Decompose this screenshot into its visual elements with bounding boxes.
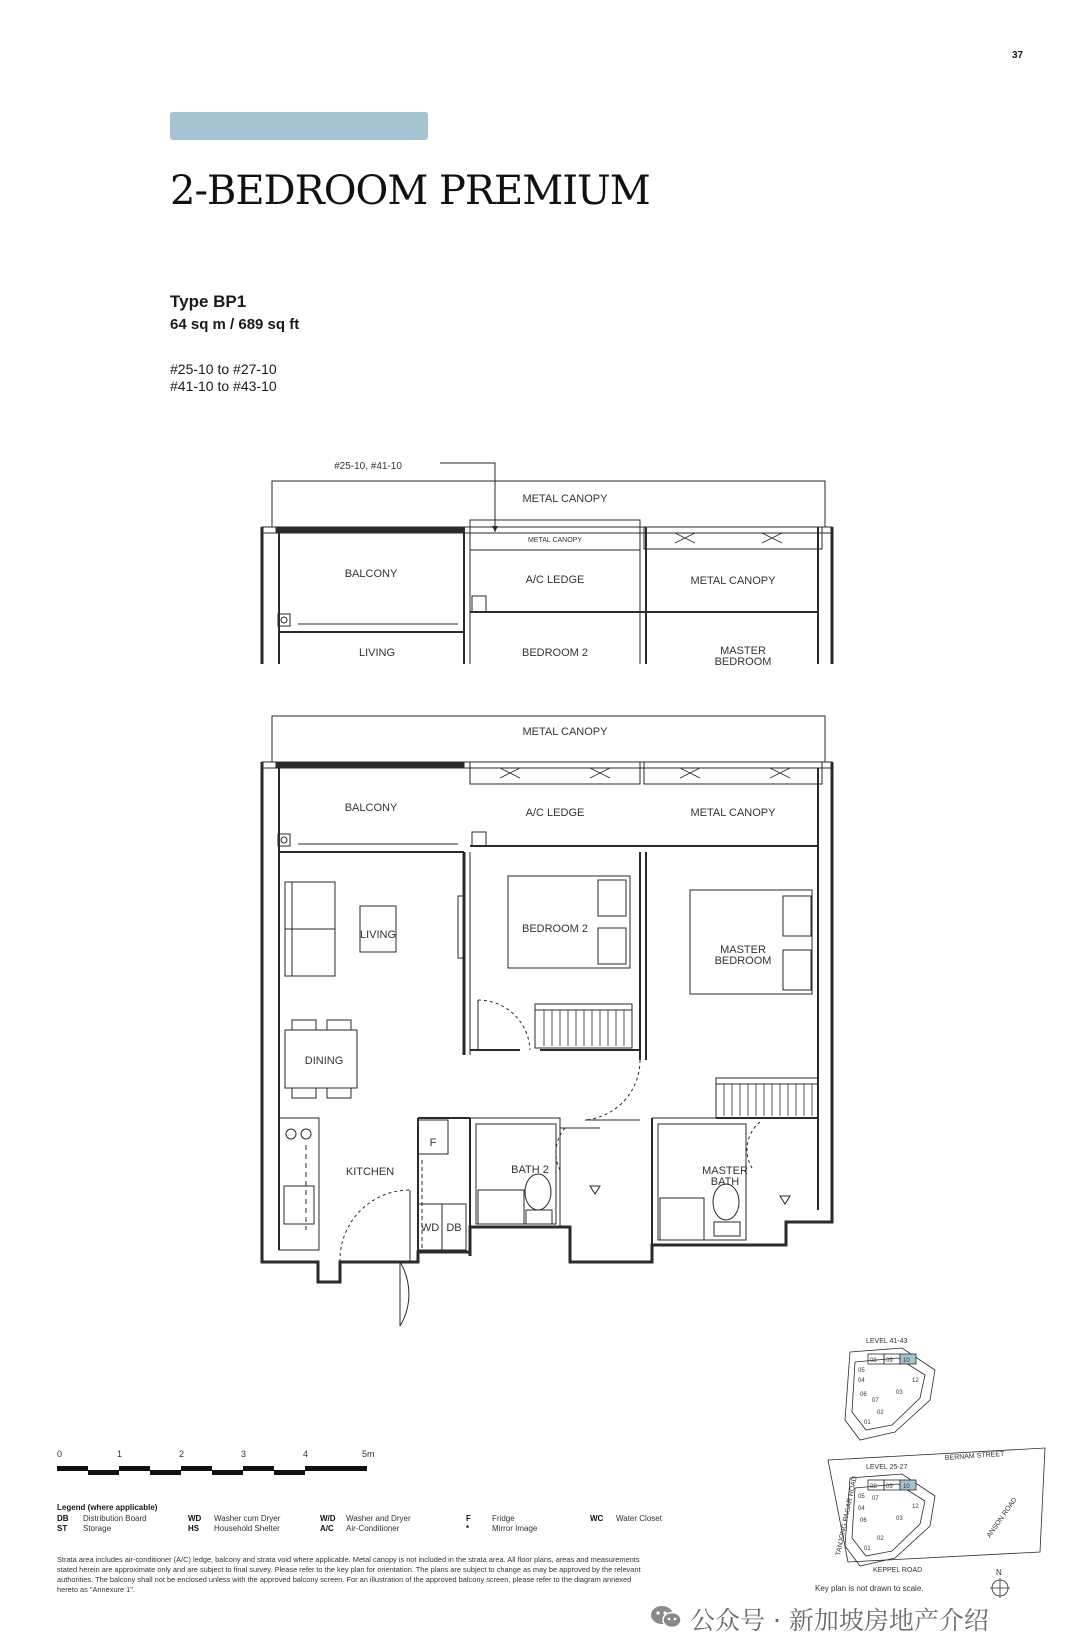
key-upper-unit-12: 12 [912, 1378, 919, 1384]
key-plan-note: Key plan is not drawn to scale. [815, 1584, 924, 1593]
living-label: LIVING [359, 929, 397, 941]
key-upper-unit-09: 09 [886, 1358, 893, 1364]
keppel-road-label: KEPPEL ROAD [873, 1567, 923, 1574]
bernam-street-label: BERNAM STREET [944, 1450, 1005, 1462]
tanjong-pagar-road-label: TANJONG PAGAR ROAD [835, 1475, 859, 1557]
key-upper-unit-06: 06 [860, 1392, 867, 1398]
scale-bar-ticks [57, 1449, 375, 1459]
upper-bedroom-2-label: BEDROOM 2 [521, 647, 589, 659]
bedroom-2-label: BEDROOM 2 [521, 923, 589, 935]
key-lower-unit-10: 10 [903, 1484, 910, 1490]
upper-metal-canopy-right-label: METAL CANOPY [690, 575, 776, 587]
key-upper-unit-08: 08 [870, 1358, 877, 1364]
page-number: 37 [1012, 50, 1024, 61]
main-metal-canopy-top-label: METAL CANOPY [522, 726, 608, 738]
legend-item-wd: WD Washer cum Dryer [188, 1514, 281, 1523]
legend-item-hs: HS Household Shelter [188, 1524, 280, 1533]
master-bath-label-2: BATH [710, 1176, 740, 1188]
washer-dryer-label: WD [420, 1222, 440, 1234]
key-upper-unit-02: 02 [877, 1410, 884, 1416]
distribution-board-label: DB [446, 1222, 462, 1234]
upper-ac-ledge-label: A/C LEDGE [525, 574, 585, 586]
key-lower-unit-02: 02 [877, 1536, 884, 1542]
scale-tick-3: 3 [241, 1449, 247, 1459]
main-metal-canopy-right-label: METAL CANOPY [690, 807, 776, 819]
key-lower-unit-03: 03 [896, 1516, 903, 1522]
upper-living-label: LIVING [358, 647, 396, 659]
unit-range-1: #25-10 to #27-10 [170, 361, 277, 377]
key-lower-unit-04: 04 [858, 1506, 865, 1512]
key-level-lower: LEVEL 25-27 [866, 1464, 908, 1471]
scale-tick-4: 4 [303, 1449, 309, 1459]
main-balcony-label: BALCONY [344, 802, 398, 814]
upper-metal-canopy-small-label: METAL CANOPY [527, 537, 583, 544]
unit-area: 64 sq m / 689 sq ft [170, 316, 300, 333]
legend-item-ac: A/C Air-Conditioner [320, 1524, 400, 1533]
key-upper-unit-03: 03 [896, 1390, 903, 1396]
key-upper-unit-05: 05 [858, 1368, 865, 1374]
key-upper-unit-07: 07 [872, 1398, 879, 1404]
scale-bar [57, 1466, 367, 1475]
north-label: N [996, 1568, 1002, 1577]
key-upper-unit-04: 04 [858, 1378, 865, 1384]
key-plan [828, 1348, 1045, 1598]
key-lower-unit-05: 05 [858, 1494, 865, 1500]
key-lower-unit-06: 06 [860, 1518, 867, 1524]
unit-type: Type BP1 [170, 292, 247, 311]
key-lower-unit-12: 12 [912, 1504, 919, 1510]
upper-balcony-label: BALCONY [344, 568, 398, 580]
unit-range-2: #41-10 to #43-10 [170, 378, 277, 394]
main-plan-labels [305, 726, 776, 1234]
upper-metal-canopy-top-label: METAL CANOPY [522, 493, 608, 505]
key-upper-unit-01: 01 [864, 1420, 871, 1426]
scale-tick-0: 0 [57, 1449, 63, 1459]
watermark-text: 公众号 · 新加坡房地产介绍 [690, 1606, 989, 1635]
master-bedroom-label-1: MASTER [720, 944, 766, 956]
fridge-label: F [429, 1137, 437, 1149]
key-lower-unit-08: 08 [870, 1484, 877, 1490]
scale-tick-5: 5m [362, 1449, 375, 1459]
scale-tick-1: 1 [117, 1449, 123, 1459]
legend-item-w-d: W/D Washer and Dryer [320, 1514, 411, 1523]
key-level-upper: LEVEL 41-43 [866, 1338, 908, 1345]
scale-tick-2: 2 [179, 1449, 185, 1459]
master-bath-label-1: MASTER [702, 1165, 748, 1177]
key-lower-unit-07: 07 [872, 1496, 879, 1502]
anson-road-label: ANSON ROAD [985, 1496, 1019, 1540]
legend-title: Legend (where applicable) [57, 1503, 158, 1512]
master-bedroom-label-2: BEDROOM [714, 955, 772, 967]
page-title: 2-BEDROOM PREMIUM [170, 168, 650, 214]
key-lower-unit-09: 09 [886, 1484, 893, 1490]
legend-item-db: DB Distribution Board [57, 1514, 147, 1523]
main-ac-ledge-label: A/C LEDGE [525, 807, 585, 819]
upper-callout-label: #25-10, #41-10 [334, 461, 402, 472]
legend-item-mirror: * Mirror Image [466, 1524, 538, 1533]
upper-master-bedroom-label-2: BEDROOM [714, 656, 772, 668]
upper-master-bedroom-label-1: MASTER [720, 645, 766, 657]
key-upper-unit-10: 10 [903, 1358, 910, 1364]
key-lower-unit-01: 01 [864, 1546, 871, 1552]
legend-item-wc: WC Water Closet [590, 1514, 662, 1523]
wechat-icon [648, 1602, 684, 1632]
kitchen-label: KITCHEN [345, 1166, 395, 1178]
legend-item-st: ST Storage [57, 1524, 112, 1533]
upper-plan-labels [334, 461, 776, 668]
disclaimer-text: Strata area includes air-conditioner (A/C) ledge, balcony and strata void where applicable. Metal canopy is not included in the strata area. All floor plans, areas and measurements stated herein are approximate only and are subject to final survey. Please refer to the key plan for orientation. The plans are subject to change as may be approved by the relevant authorities. The balcony shall not be enclosed unless with the approved balcony screen. For an illustration of the approved balcony screen, please refer to the diagram annexed hereto as "Annexure 1". [57, 1555, 641, 1594]
dining-label: DINING [304, 1055, 344, 1067]
legend-item-f: F Fridge [466, 1514, 515, 1523]
key-plan-labels [835, 1338, 1019, 1577]
bath-2-label: BATH 2 [511, 1164, 549, 1176]
